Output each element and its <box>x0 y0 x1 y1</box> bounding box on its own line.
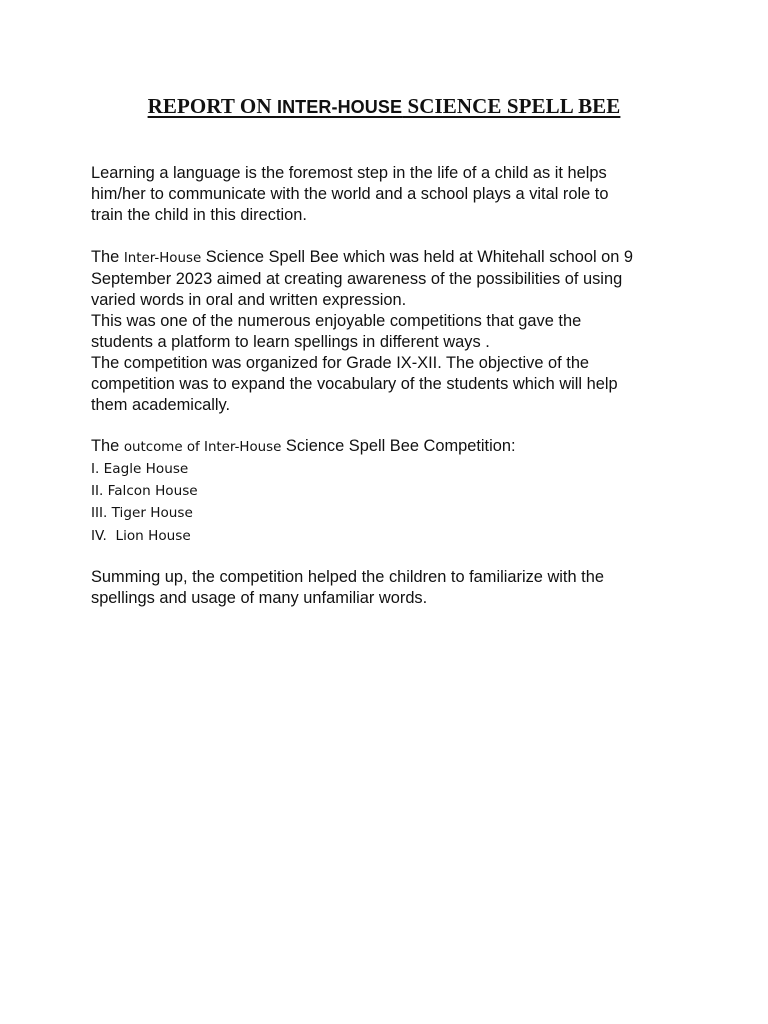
event-line-1-rest: Science Spell Bee which was held at Whitehall school on 9 <box>201 248 634 266</box>
intro-line-3: train the child in this direction. <box>91 206 307 224</box>
intro-line-1: Learning a language is the foremost step in the life of a child as it helps <box>91 164 607 182</box>
intro-line-2: him/her to communicate with the world and a school plays a vital role to <box>91 185 609 203</box>
event-line-7: competition was to expand the vocabulary of the students which will help <box>91 375 618 393</box>
event-line-6: The competition was organized for Grade IX-XII. The objective of the <box>91 354 590 372</box>
outcome-small-part: outcome of Inter-House <box>123 440 282 455</box>
title-part-1: REPORT ON <box>147 94 277 118</box>
event-line-4: This was one of the numerous enjoyable competitions that gave the <box>91 312 582 330</box>
list-item: IV. Lion House <box>91 527 191 544</box>
summary-line-1: Summing up, the competition helped the children to familiarize with the <box>91 568 604 586</box>
event-line-2: September 2023 aimed at creating awareness of the possibilities of using <box>91 270 623 288</box>
event-line-5: students a platform to learn spellings in different ways . <box>91 333 490 351</box>
summary-line-2: spellings and usage of many unfamiliar words. <box>91 589 428 607</box>
event-paragraph <box>91 247 691 416</box>
outcome-heading <box>91 436 691 458</box>
report-title <box>0 94 768 119</box>
title-part-2: INTER-HOUSE <box>276 97 403 117</box>
outcome-rest: Science Spell Bee Competition: <box>281 437 516 455</box>
intro-paragraph <box>91 163 691 226</box>
outcome-lead: The <box>91 437 124 455</box>
list-item: I. Eagle House <box>91 461 189 477</box>
title-part-3: SCIENCE SPELL BEE <box>402 94 621 118</box>
event-line-3: varied words in oral and written expression. <box>91 291 407 309</box>
summary-paragraph <box>91 567 691 609</box>
event-line-8: them academically. <box>91 396 231 414</box>
list-item: II. Falcon House <box>91 483 198 500</box>
list-item: III. Tiger House <box>91 505 193 522</box>
event-inter-house: Inter-House <box>123 251 202 266</box>
results-list <box>91 458 198 547</box>
event-lead: The <box>91 248 124 266</box>
